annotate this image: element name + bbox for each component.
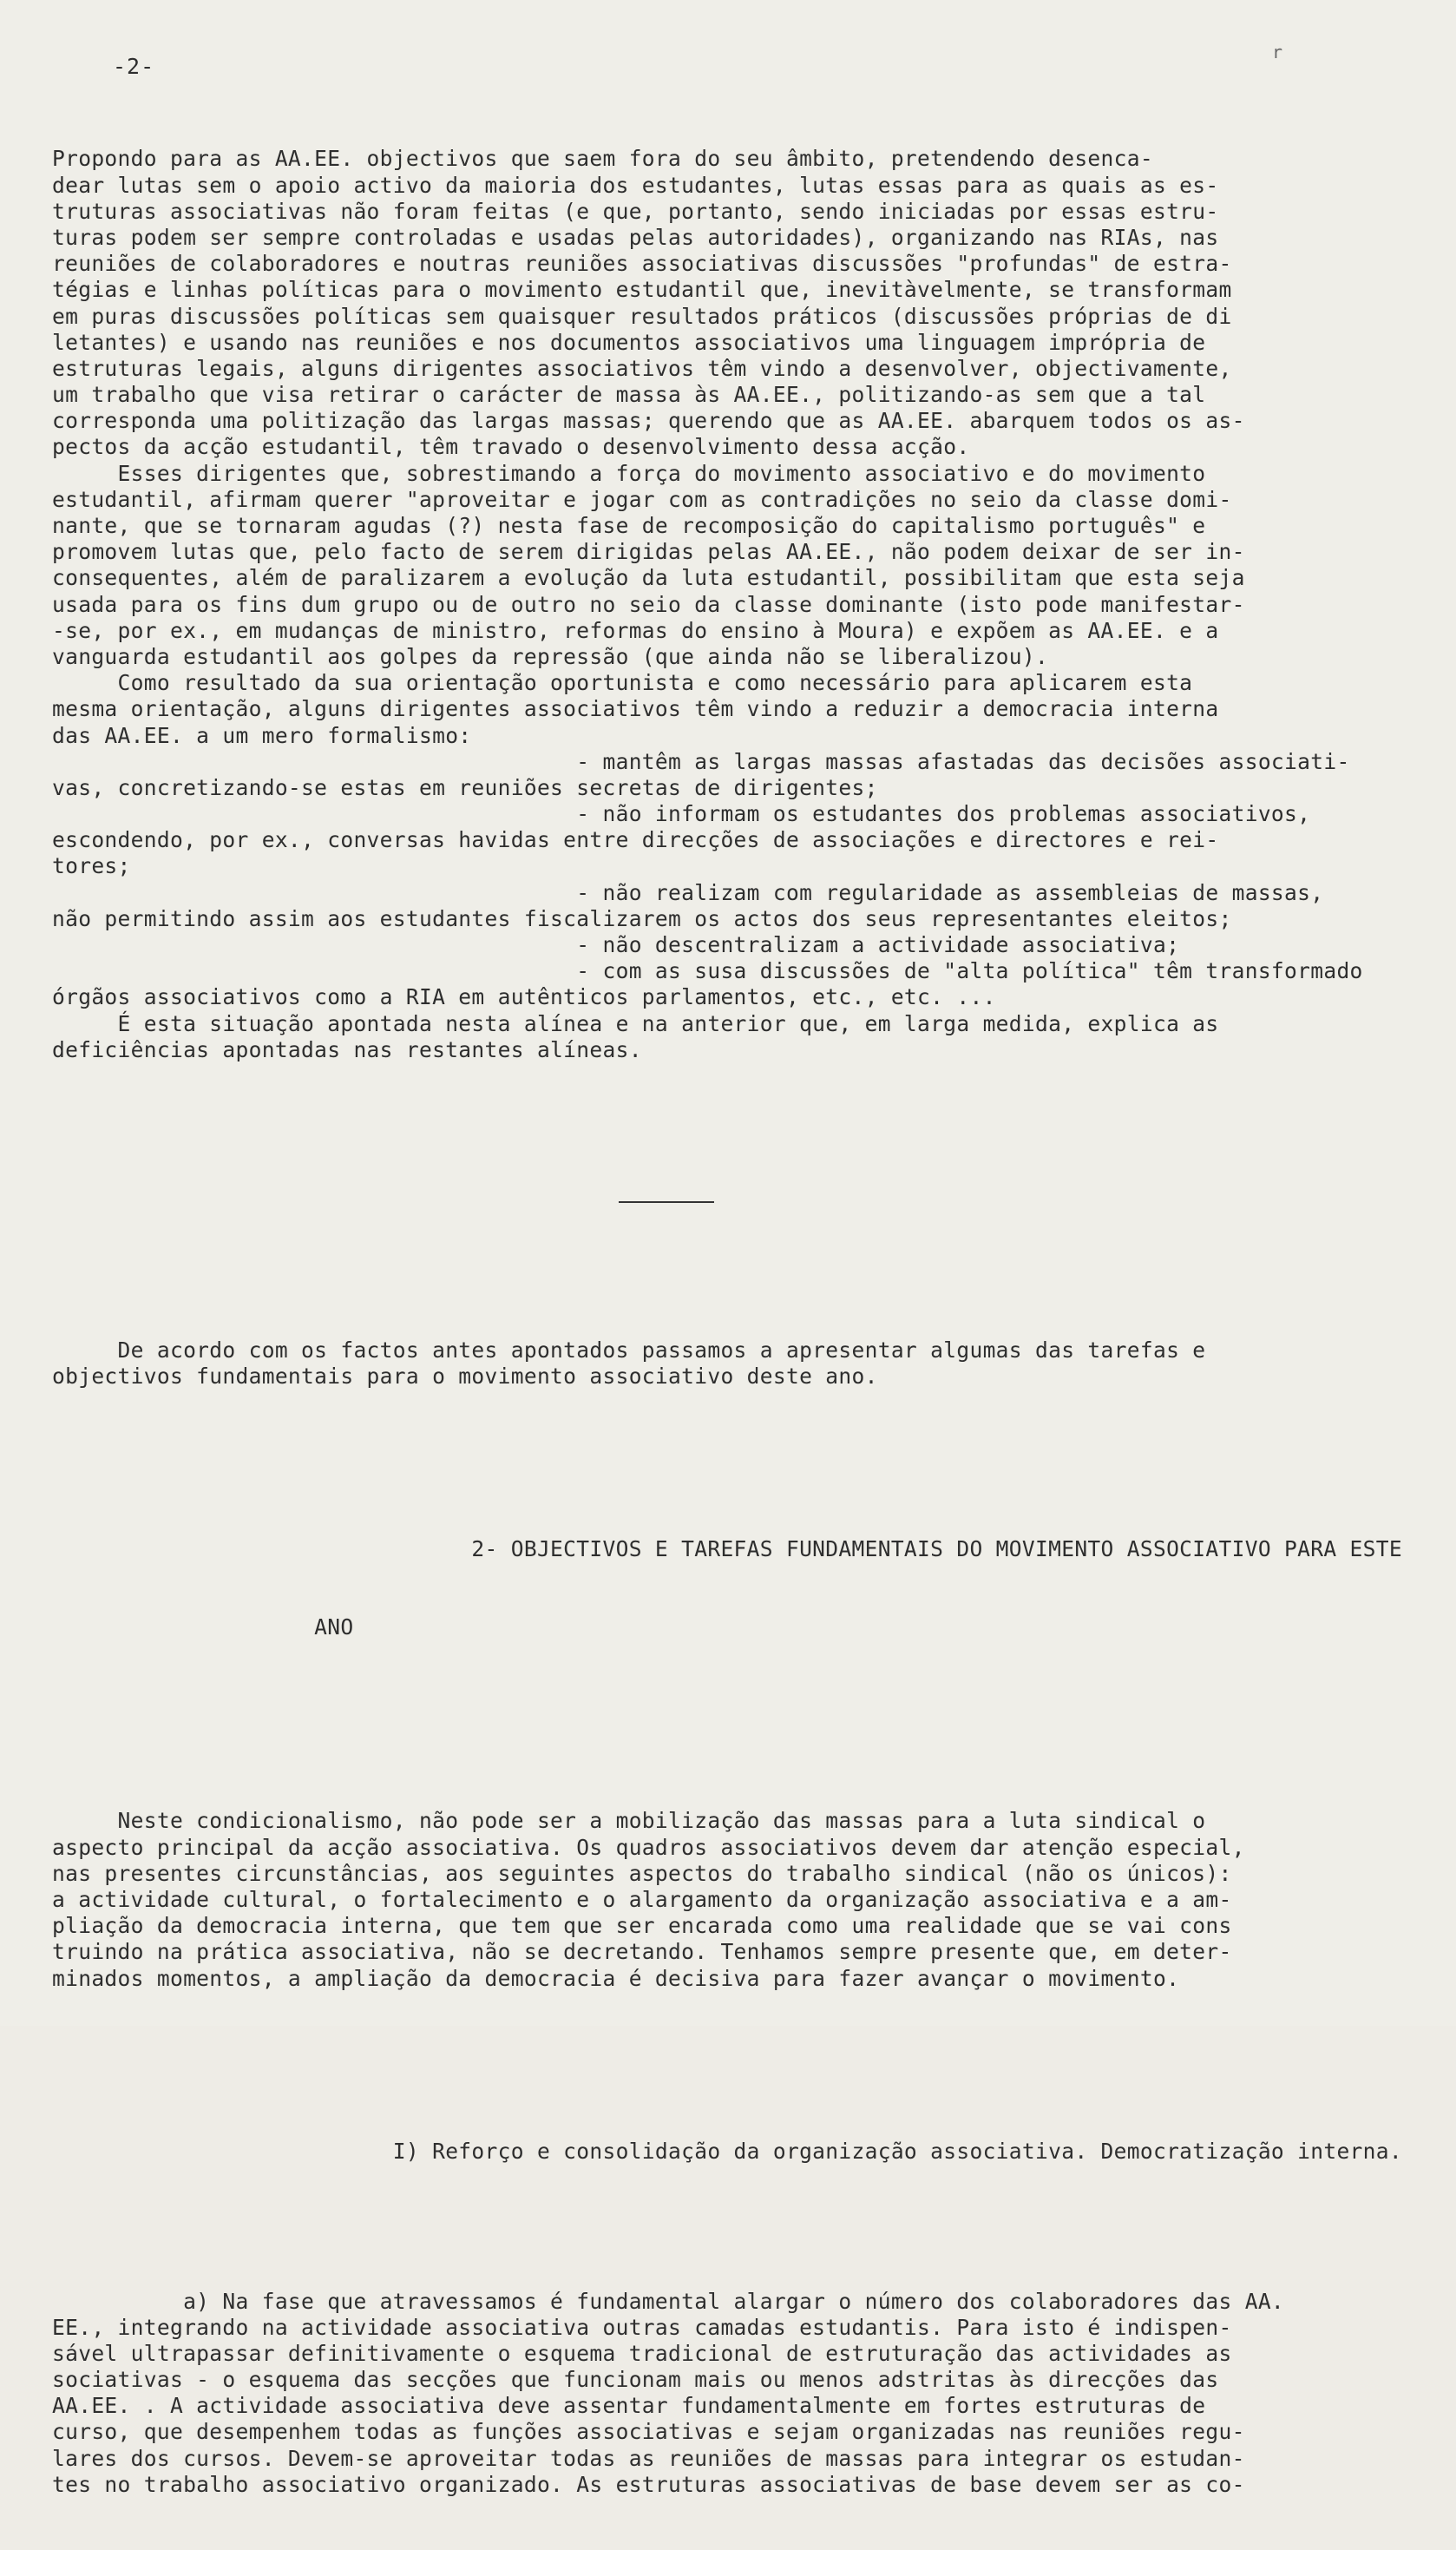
text-line: a actividade cultural, o fortalecimento e o alargamento da organização associativa e a am- bbox=[52, 1886, 1232, 1912]
text-line: truindo na prática associativa, não se decretando. Tenhamos sempre presente que, em deter- bbox=[52, 1939, 1232, 1965]
text-line: minados momentos, a ampliação da democracia é decisiva para fazer avançar o movimento. bbox=[52, 1965, 1180, 1991]
text-line: dear lutas sem o apoio activo da maioria dos estudantes, lutas essas para as quais as es- bbox=[52, 172, 1219, 198]
text-line: nas presentes circunstâncias, aos seguintes aspectos do trabalho sindical (não os únicos): bbox=[52, 1860, 1232, 1886]
text-line: lares dos cursos. Devem-se aproveitar todas as reuniões de massas para integrar os estudan- bbox=[52, 2445, 1245, 2471]
text-line: promovem lutas que, pelo facto de serem dirigidas pelas AA.EE., não podem deixar de ser in- bbox=[52, 539, 1245, 565]
corner-mark: r bbox=[1272, 42, 1283, 62]
text-line: curso, que desempenhem todas as funções associativas e sejam organizadas nas reuniões regu- bbox=[52, 2419, 1245, 2445]
text-line: em puras discussões políticas sem quaisquer resultados práticos (discussões próprias de di bbox=[52, 303, 1232, 329]
text-line: Esses dirigentes que, sobrestimando a força do movimento associativo e do movimento bbox=[52, 460, 1206, 486]
text-line: - com as susa discussões de "alta política" têm transformado bbox=[52, 958, 1363, 984]
page-number: -2- bbox=[113, 54, 155, 79]
subsection-title: I) Reforço e consolidação da organização associativa. Democratização interna. bbox=[52, 2138, 1402, 2164]
text-line: - mantêm as largas massas afastadas das decisões associati- bbox=[52, 748, 1350, 774]
text-line: consequentes, além de paralizarem a evolução da luta estudantil, possibilitam que esta seja bbox=[52, 565, 1245, 591]
text-line: É esta situação apontada nesta alínea e na anterior que, em larga medida, explica as bbox=[52, 1010, 1219, 1036]
text-line: sável ultrapassar definitivamente o esquema tradicional de estruturação das actividades as bbox=[52, 2340, 1232, 2366]
text-line: -se, por ex., em mudanças de ministro, reformas do ensino à Moura) e expõem as AA.EE. e a bbox=[52, 617, 1219, 643]
text-line: letantes) e usando nas reuniões e nos documentos associativos uma linguagem imprópria de bbox=[52, 329, 1206, 355]
text-line: - não descentralizam a actividade associativa; bbox=[52, 932, 1180, 958]
paragraph-block-2 bbox=[52, 1337, 1388, 1390]
text-line: escondendo, por ex., conversas havidas entre direcções de associações e directores e rei- bbox=[52, 827, 1219, 853]
text-line: Neste condicionalismo, não pode ser a mobilização das massas para a luta sindical o bbox=[52, 1808, 1206, 1834]
text-line: vanguarda estudantil aos golpes da repressão (que ainda não se liberalizou). bbox=[52, 643, 1049, 669]
text-line: a) Na fase que atravessamos é fundamental alargar o número dos colaboradores das AA. bbox=[52, 2288, 1285, 2314]
text-line: não permitindo assim aos estudantes fiscalizarem os actos dos seus representantes eleitos; bbox=[52, 905, 1232, 931]
text-line: nante, que se tornaram agudas (?) nesta fase de recomposição do capitalismo português" e bbox=[52, 513, 1206, 539]
text-line: das AA.EE. a um mero formalismo: bbox=[52, 722, 472, 748]
text-line: vas, concretizando-se estas em reuniões secretas de dirigentes; bbox=[52, 774, 878, 800]
text-line: - não realizam com regularidade as assembleias de massas, bbox=[52, 879, 1324, 905]
text-line: turas podem ser sempre controladas e usadas pelas autoridades), organizando nas RIAs, nas bbox=[52, 224, 1219, 250]
text-line: órgãos associativos como a RIA em autênticos parlamentos, etc., etc. ... bbox=[52, 984, 996, 1010]
paragraph-block-1 bbox=[52, 146, 1388, 1063]
paragraph-block-4 bbox=[52, 2289, 1388, 2499]
section-title-continued: ANO bbox=[52, 1614, 354, 1640]
text-line: EE., integrando na actividade associativa outras camadas estudantis. Para isto é indispen- bbox=[52, 2314, 1232, 2340]
text-line: tores; bbox=[52, 853, 131, 879]
text-line: sociativas - o esquema das secções que funcionam mais ou menos adstritas às direcções das bbox=[52, 2367, 1219, 2393]
text-line: tes no trabalho associativo organizado. As estruturas associativas de base devem ser as co- bbox=[52, 2471, 1245, 2497]
body-text bbox=[52, 94, 1402, 2550]
text-line: corresponda uma politização das largas massas; querendo que as AA.EE. abarquem todos os as- bbox=[52, 408, 1245, 434]
text-line: objectivos fundamentais para o movimento associativo deste ano. bbox=[52, 1363, 878, 1389]
text-line: pectos da acção estudantil, têm travado o desenvolvimento dessa acção. bbox=[52, 434, 970, 460]
text-line: reuniões de colaboradores e noutras reuniões associativas discussões "profundas" de estra- bbox=[52, 251, 1232, 277]
text-line: Propondo para as AA.EE. objectivos que saem fora do seu âmbito, pretendendo desenca- bbox=[52, 146, 1153, 172]
text-line: - não informam os estudantes dos problemas associativos, bbox=[52, 801, 1311, 827]
text-line: AA.EE. . A actividade associativa deve assentar fundamentalmente em fortes estruturas de bbox=[52, 2393, 1206, 2419]
text-line: Como resultado da sua orientação oportunista e como necessário para aplicarem esta bbox=[52, 670, 1193, 696]
text-line: tégias e linhas políticas para o movimento estudantil que, inevitàvelmente, se transformam bbox=[52, 277, 1232, 303]
section-title: 2- OBJECTIVOS E TAREFAS FUNDAMENTAIS DO MOVIMENTO ASSOCIATIVO PARA ESTE bbox=[52, 1535, 1402, 1561]
text-line: um trabalho que visa retirar o carácter de massa às AA.EE., politizando-as sem que a tal bbox=[52, 382, 1206, 408]
text-line: aspecto principal da acção associativa. Os quadros associativos devem dar atenção especial, bbox=[52, 1834, 1245, 1860]
text-line: estruturas legais, alguns dirigentes associativos têm vindo a desenvolver, objectivamente, bbox=[52, 355, 1232, 381]
text-line: estudantil, afirmam querer "aproveitar e jogar com as contradições no seio da classe domi- bbox=[52, 486, 1232, 512]
text-line: deficiências apontadas nas restantes alíneas. bbox=[52, 1036, 642, 1062]
text-line: truturas associativas não foram feitas (e que, portanto, sendo iniciadas por essas estru- bbox=[52, 198, 1219, 224]
text-line: pliação da democracia interna, que tem que ser encarada como uma realidade que se vai cons bbox=[52, 1913, 1232, 1939]
text-line: usada para os fins dum grupo ou de outro no seio da classe dominante (isto pode manifestar- bbox=[52, 591, 1245, 617]
paragraph-block-3 bbox=[52, 1808, 1388, 1991]
text-line: mesma orientação, alguns dirigentes associativos têm vindo a reduzir a democracia interna bbox=[52, 696, 1219, 722]
section-divider bbox=[619, 1201, 714, 1203]
text-line: De acordo com os factos antes apontados passamos a apresentar algumas das tarefas e bbox=[52, 1337, 1206, 1363]
